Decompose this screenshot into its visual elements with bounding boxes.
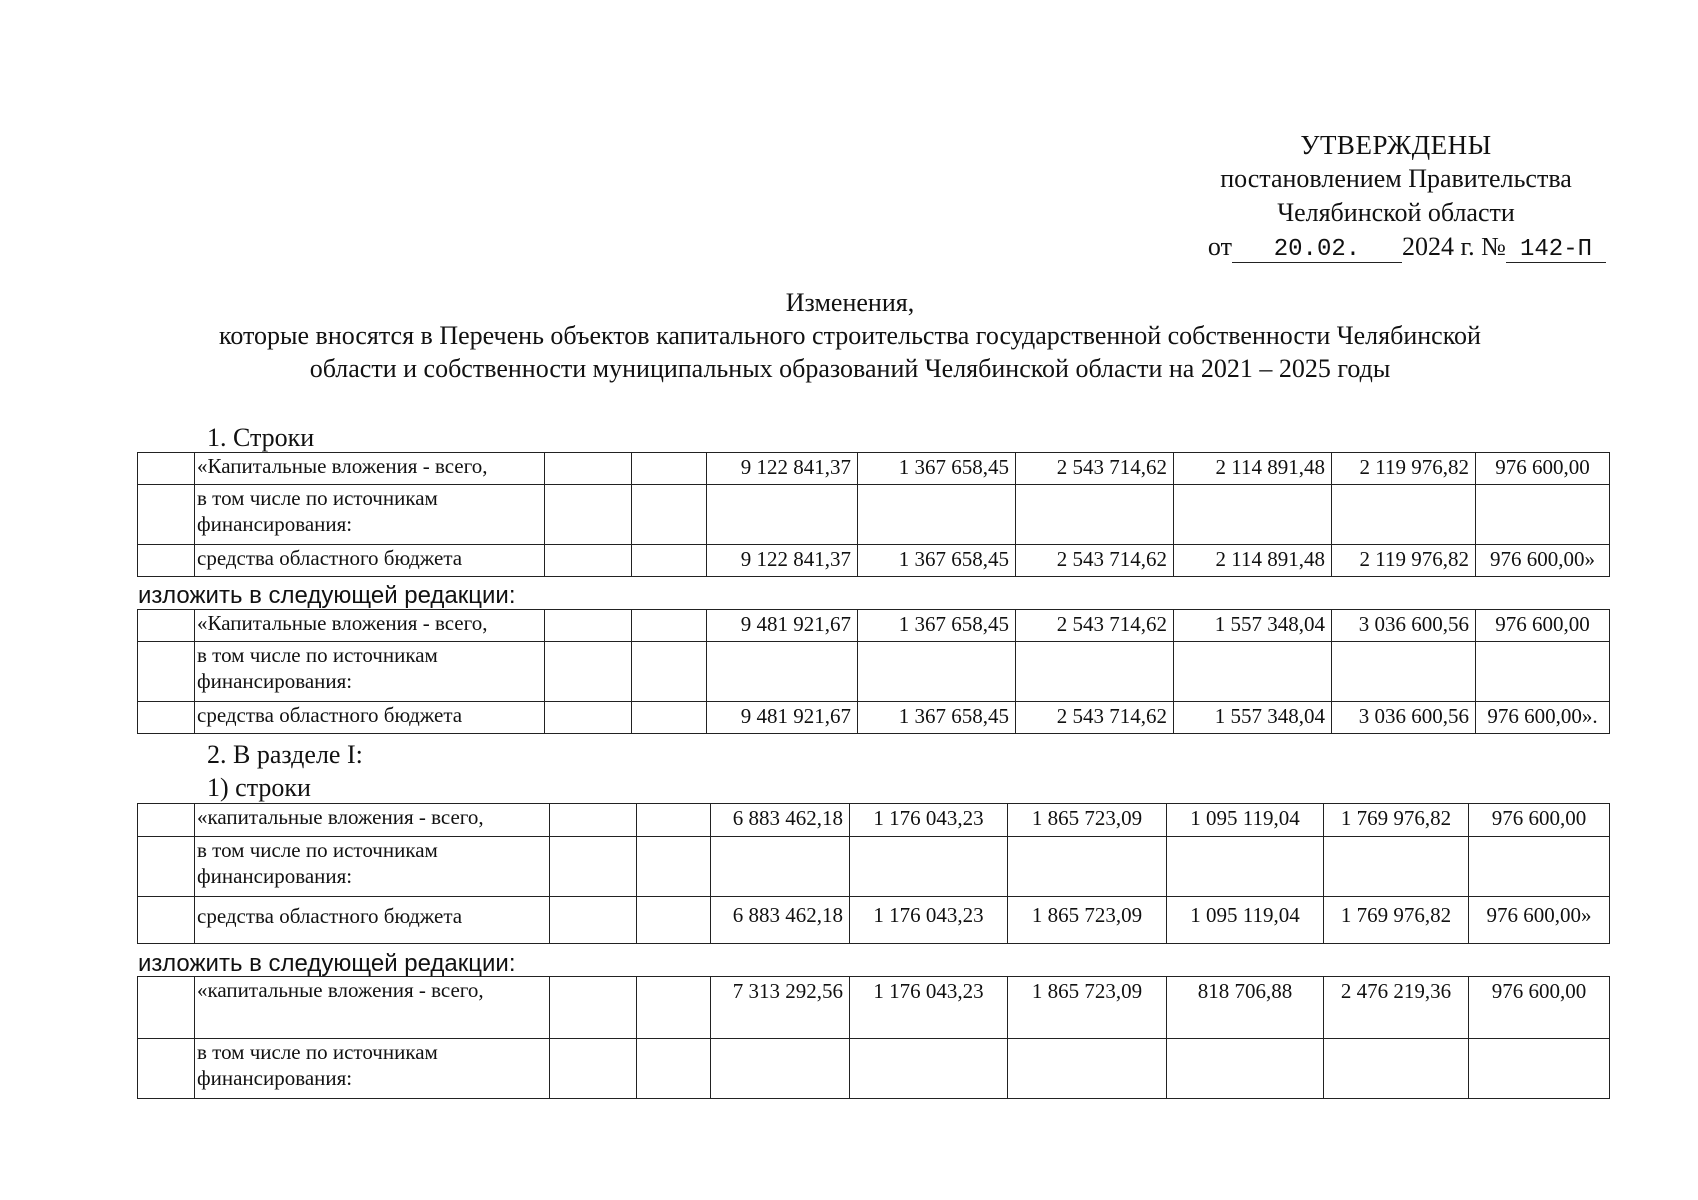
section-2-old-table <box>137 803 1610 944</box>
value-cell <box>1332 642 1476 702</box>
empty-cell <box>545 485 632 545</box>
row-label: «Капитальные вложения - всего, <box>195 453 545 485</box>
empty-cell <box>632 453 707 485</box>
section-2-replace-label: изложить в следующей редакции: <box>138 950 516 977</box>
approval-line-3: Челябинской области <box>1277 198 1515 227</box>
table-row <box>138 610 1610 642</box>
value-cell: 2 114 891,48 <box>1174 545 1332 577</box>
value-cell <box>858 485 1016 545</box>
value-cell: 976 600,00 <box>1476 610 1610 642</box>
table-row <box>138 453 1610 485</box>
title-line-1: Изменения, <box>785 288 915 317</box>
value-cell: 976 600,00 <box>1469 804 1610 837</box>
empty-cell <box>545 453 632 485</box>
empty-cell <box>138 642 195 702</box>
table-row <box>138 642 1610 702</box>
row-label: в том числе по источникам финансирования: <box>195 642 545 702</box>
empty-cell <box>138 702 195 734</box>
value-cell <box>1016 485 1174 545</box>
table-row <box>138 977 1610 1039</box>
empty-cell <box>637 837 711 897</box>
value-cell <box>850 1039 1008 1099</box>
value-cell: 1 095 119,04 <box>1167 804 1324 837</box>
empty-cell <box>632 485 707 545</box>
row-label: в том числе по источникам финансирования: <box>195 485 545 545</box>
value-cell: 2 543 714,62 <box>1016 545 1174 577</box>
value-cell <box>1016 642 1174 702</box>
value-cell: 1 865 723,09 <box>1008 804 1167 837</box>
empty-cell <box>138 804 195 837</box>
value-cell: 976 600,00 <box>1469 977 1610 1039</box>
empty-cell <box>138 610 195 642</box>
value-cell: 1 176 043,23 <box>850 977 1008 1039</box>
section-1-new-table <box>137 609 1610 734</box>
value-cell: 7 313 292,56 <box>711 977 850 1039</box>
value-cell: 818 706,88 <box>1167 977 1324 1039</box>
value-cell: 9 122 841,37 <box>707 545 858 577</box>
empty-cell <box>138 977 195 1039</box>
table-row <box>138 485 1610 545</box>
empty-cell <box>138 453 195 485</box>
table-row <box>138 1039 1610 1099</box>
section-1-heading: 1. Строки <box>207 423 315 452</box>
empty-cell <box>550 897 637 944</box>
empty-cell <box>545 610 632 642</box>
value-cell: 2 476 219,36 <box>1324 977 1469 1039</box>
value-cell: 2 114 891,48 <box>1174 453 1332 485</box>
empty-cell <box>545 545 632 577</box>
row-label: в том числе по источникам финансирования: <box>195 1039 550 1099</box>
value-cell: 6 883 462,18 <box>711 804 850 837</box>
value-cell <box>1324 1039 1469 1099</box>
date-handwritten: 20.02. <box>1232 238 1402 263</box>
section-2-new-table <box>137 976 1610 1099</box>
value-cell: 1 865 723,09 <box>1008 977 1167 1039</box>
empty-cell <box>632 642 707 702</box>
value-cell: 1 557 348,04 <box>1174 702 1332 734</box>
empty-cell <box>550 804 637 837</box>
value-cell: 1 095 119,04 <box>1167 897 1324 944</box>
value-cell: 9 481 921,67 <box>707 702 858 734</box>
value-cell <box>1469 1039 1610 1099</box>
empty-cell <box>632 610 707 642</box>
row-label: «капитальные вложения - всего, <box>195 977 550 1039</box>
empty-cell <box>138 837 195 897</box>
value-cell: 1 176 043,23 <box>850 804 1008 837</box>
value-cell: 1 367 658,45 <box>858 702 1016 734</box>
empty-cell <box>632 545 707 577</box>
row-label: средства областного бюджета <box>195 545 545 577</box>
value-cell <box>1008 1039 1167 1099</box>
value-cell: 1 557 348,04 <box>1174 610 1332 642</box>
value-cell <box>1476 485 1610 545</box>
approval-line-2: постановлением Правительства <box>1220 164 1572 193</box>
empty-cell <box>637 804 711 837</box>
title-line-2: которые вносятся в Перечень объектов капитального строительства государственной собственности Челябинской <box>219 321 1481 350</box>
value-cell: 2 543 714,62 <box>1016 702 1174 734</box>
empty-cell <box>138 545 195 577</box>
value-cell: 2 543 714,62 <box>1016 453 1174 485</box>
value-cell: 9 122 841,37 <box>707 453 858 485</box>
value-cell <box>1174 642 1332 702</box>
row-label: в том числе по источникам финансирования: <box>195 837 550 897</box>
empty-cell <box>138 897 195 944</box>
value-cell <box>707 642 858 702</box>
empty-cell <box>545 702 632 734</box>
value-cell <box>1167 1039 1324 1099</box>
value-cell: 2 119 976,82 <box>1332 545 1476 577</box>
value-cell <box>1469 837 1610 897</box>
value-cell: 976 600,00 <box>1476 453 1610 485</box>
empty-cell <box>632 702 707 734</box>
value-cell: 1 367 658,45 <box>858 453 1016 485</box>
empty-cell <box>637 977 711 1039</box>
empty-cell <box>637 1039 711 1099</box>
document-title <box>120 286 1580 385</box>
value-cell <box>1008 837 1167 897</box>
value-cell <box>858 642 1016 702</box>
value-cell: 2 543 714,62 <box>1016 610 1174 642</box>
table-row <box>138 545 1610 577</box>
approval-heading: УТВЕРЖДЕНЫ <box>1300 130 1492 160</box>
value-cell: 1 176 043,23 <box>850 897 1008 944</box>
section-2-subheading: 1) строки <box>207 773 311 802</box>
value-cell <box>1324 837 1469 897</box>
approval-block <box>1186 128 1606 264</box>
title-line-3: области и собственности муниципальных образований Челябинской области на 2021 – 2025 годы <box>309 354 1391 383</box>
value-cell: 2 119 976,82 <box>1332 453 1476 485</box>
value-cell: 1 769 976,82 <box>1324 897 1469 944</box>
row-label: средства областного бюджета <box>195 702 545 734</box>
row-label: «Капитальные вложения - всего, <box>195 610 545 642</box>
value-cell: 3 036 600,56 <box>1332 610 1476 642</box>
value-cell <box>850 837 1008 897</box>
value-cell <box>707 485 858 545</box>
table-row <box>138 702 1610 734</box>
value-cell: 976 600,00». <box>1476 702 1610 734</box>
value-cell <box>1332 485 1476 545</box>
empty-cell <box>138 1039 195 1099</box>
value-cell <box>1167 837 1324 897</box>
section-1-old-table <box>137 452 1610 577</box>
value-cell: 1 769 976,82 <box>1324 804 1469 837</box>
value-cell: 1 367 658,45 <box>858 545 1016 577</box>
row-label: средства областного бюджета <box>195 897 550 944</box>
from-label: от <box>1207 232 1232 261</box>
value-cell <box>711 1039 850 1099</box>
empty-cell <box>637 897 711 944</box>
value-cell <box>1476 642 1610 702</box>
table-row <box>138 837 1610 897</box>
value-cell: 976 600,00» <box>1476 545 1610 577</box>
empty-cell <box>550 977 637 1039</box>
value-cell <box>1174 485 1332 545</box>
value-cell: 6 883 462,18 <box>711 897 850 944</box>
section-2-heading: 2. В разделе I: <box>207 740 363 769</box>
value-cell: 1 367 658,45 <box>858 610 1016 642</box>
number-handwritten: 142-П <box>1506 238 1606 263</box>
approval-date-line <box>1186 230 1606 264</box>
empty-cell <box>138 485 195 545</box>
table-row <box>138 804 1610 837</box>
section-1-replace-label: изложить в следующей редакции: <box>138 582 516 609</box>
value-cell: 9 481 921,67 <box>707 610 858 642</box>
value-cell: 976 600,00» <box>1469 897 1610 944</box>
year-number-label: 2024 г. № <box>1401 232 1506 261</box>
value-cell: 1 865 723,09 <box>1008 897 1167 944</box>
table-row <box>138 897 1610 944</box>
value-cell: 3 036 600,56 <box>1332 702 1476 734</box>
value-cell <box>711 837 850 897</box>
row-label: «капитальные вложения - всего, <box>195 804 550 837</box>
empty-cell <box>545 642 632 702</box>
empty-cell <box>550 1039 637 1099</box>
empty-cell <box>550 837 637 897</box>
